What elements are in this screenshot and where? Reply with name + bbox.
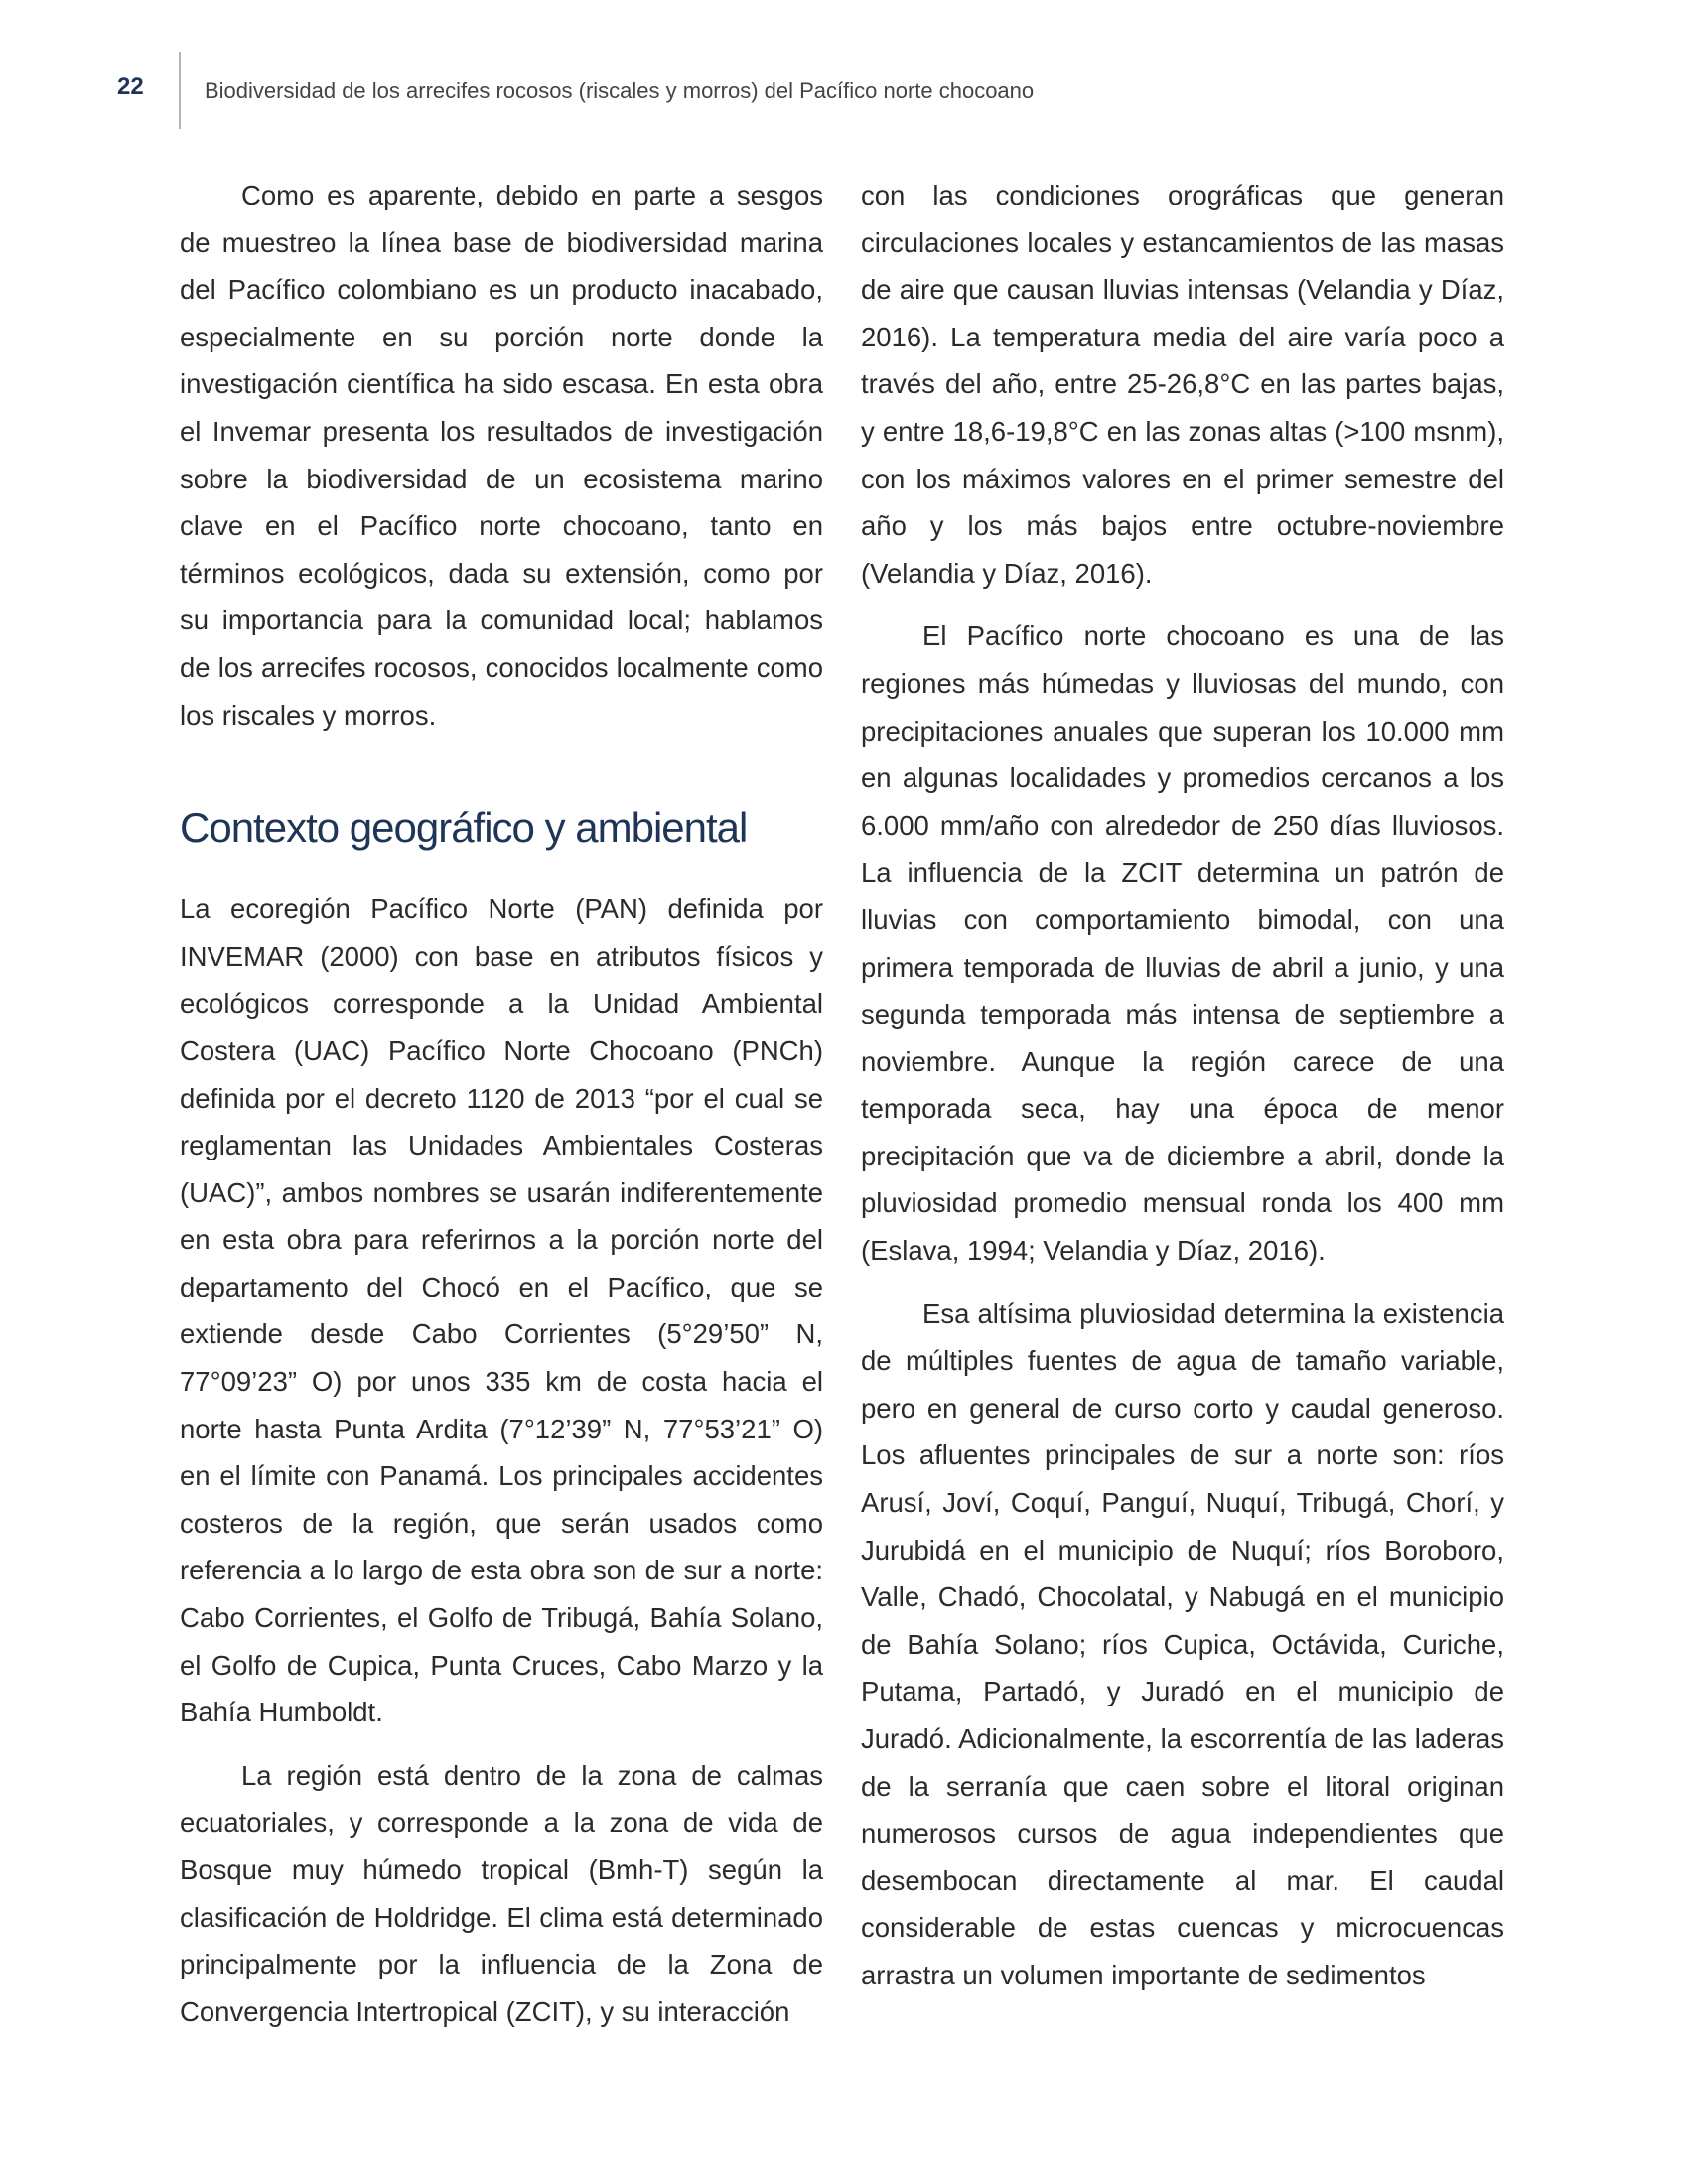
section-heading: Contexto geográfico y ambiental [180, 804, 748, 852]
running-title: Biodiversidad de los arrecifes rocosos (riscales y morros) del Pacífico norte chocoano [205, 78, 1035, 103]
page-number: 22 [117, 73, 144, 100]
page-header [0, 0, 1688, 139]
paragraph: Esa altísima pluviosidad determina la existencia de múltiples fuentes de agua de tamaño variable, pero en general de curso corto y caudal generoso. Los afluentes principales de sur a norte son: ríos Arusí, Joví, Coquí, Panguí, Nuquí, Tribugá, Chorí, y Jurubidá en el municipio de Nuquí; ríos Boroboro, Valle, Chadó, Chocolatal, y Nabugá en el municipio de Bahía Solano; ríos Cupica, Octávida, Curiche, Putama, Partadó, y Juradó en el municipio de Juradó. Adicionalmente, la escorrentía de las laderas de la serranía que caen sobre el litoral originan numerosos cursos de agua independientes que desembocan directamente al mar. El caudal considerable de estas cuencas y microcuencas arrastra un volumen importante de sedimentos [861, 1297, 1504, 1990]
right-column [861, 172, 1504, 1999]
paragraph: El Pacífico norte chocoano es una de las regiones más húmedas y lluviosas del mundo, con precipitaciones anuales que superan los 10.000 mm en algunas localidades y promedios cercanos a los 6.000 mm/año con alrededor de 250 días lluviosos. La influencia de la ZCIT determina un patrón de lluvias con comportamiento bimodal, con una primera temporada de lluvias de abril a junio, y una segunda temporada más intensa de septiembre a noviembre. Aunque la región carece de una temporada seca, hay una época de menor precipitación que va de diciembre a abril, donde la pluviosidad promedio mensual ronda los 400 mm (Eslava, 1994; Velandia y Díaz, 2016). [861, 620, 1504, 1267]
paragraph: La ecoregión Pacífico Norte (PAN) definida por INVEMAR (2000) con base en atributos físicos y ecológicos corresponde a la Unidad Ambiental Costera (UAC) Pacífico Norte Chocoano (PNCh) definida por el decreto 1120 de 2013 “por el cual se reglamentan las Unidades Ambientales Costeras (UAC)”, ambos nombres se usarán indiferentemente en esta obra para referirnos a la porción norte del departamento del Chocó en el Pacífico, que se extiende desde Cabo Corrientes (5°29’50” N, 77°09’23” O) por unos 335 km de costa hacia el norte hasta Punta Ardita (7°12’39” N, 77°53’21” O) en el límite con Panamá. Los principales accidentes costeros de la región, que serán usados como referencia a lo largo de esta obra son de sur a norte: Cabo Corrientes, el Golfo de Tribugá, Bahía Solano, el Golfo de Cupica, Punta Cruces, Cabo Marzo y la Bahía Humboldt. [180, 893, 823, 1728]
paragraph: La región está dentro de la zona de calmas ecuatoriales, y corresponde a la zona de vida de Bosque muy húmedo tropical (Bmh-T) según la clasificación de Holdridge. El clima está determinado principalmente por la influencia de la Zona de Convergencia Intertropical (ZCIT), y su interacción [180, 1759, 823, 2027]
paragraph: Como es aparente, debido en parte a sesgos de muestreo la línea base de biodiversidad marina del Pacífico colombiano es un producto inacabado, especialmente en su porción norte donde la investigación científica ha sido escasa. En esta obra el Invemar presenta los resultados de investigación sobre la biodiversidad de un ecosistema marino clave en el Pacífico norte chocoano, tanto en términos ecológicos, dada su extensión, como por su importancia para la comunidad local; hablamos de los arrecifes rocosos, conocidos localmente como los riscales y morros. [180, 180, 823, 731]
header-divider [179, 52, 181, 129]
paragraph: con las condiciones orográficas que generan circulaciones locales y estancamientos de las masas de aire que causan lluvias intensas (Velandia y Díaz, 2016). La temperatura media del aire varía poco a través del año, entre 25-26,8°C en las partes bajas, y entre 18,6-19,8°C en las zonas altas (>100 msnm), con los máximos valores en el primer semestre del año y los más bajos entre octubre-noviembre (Velandia y Díaz, 2016). [861, 180, 1504, 589]
left-column [180, 172, 823, 2035]
